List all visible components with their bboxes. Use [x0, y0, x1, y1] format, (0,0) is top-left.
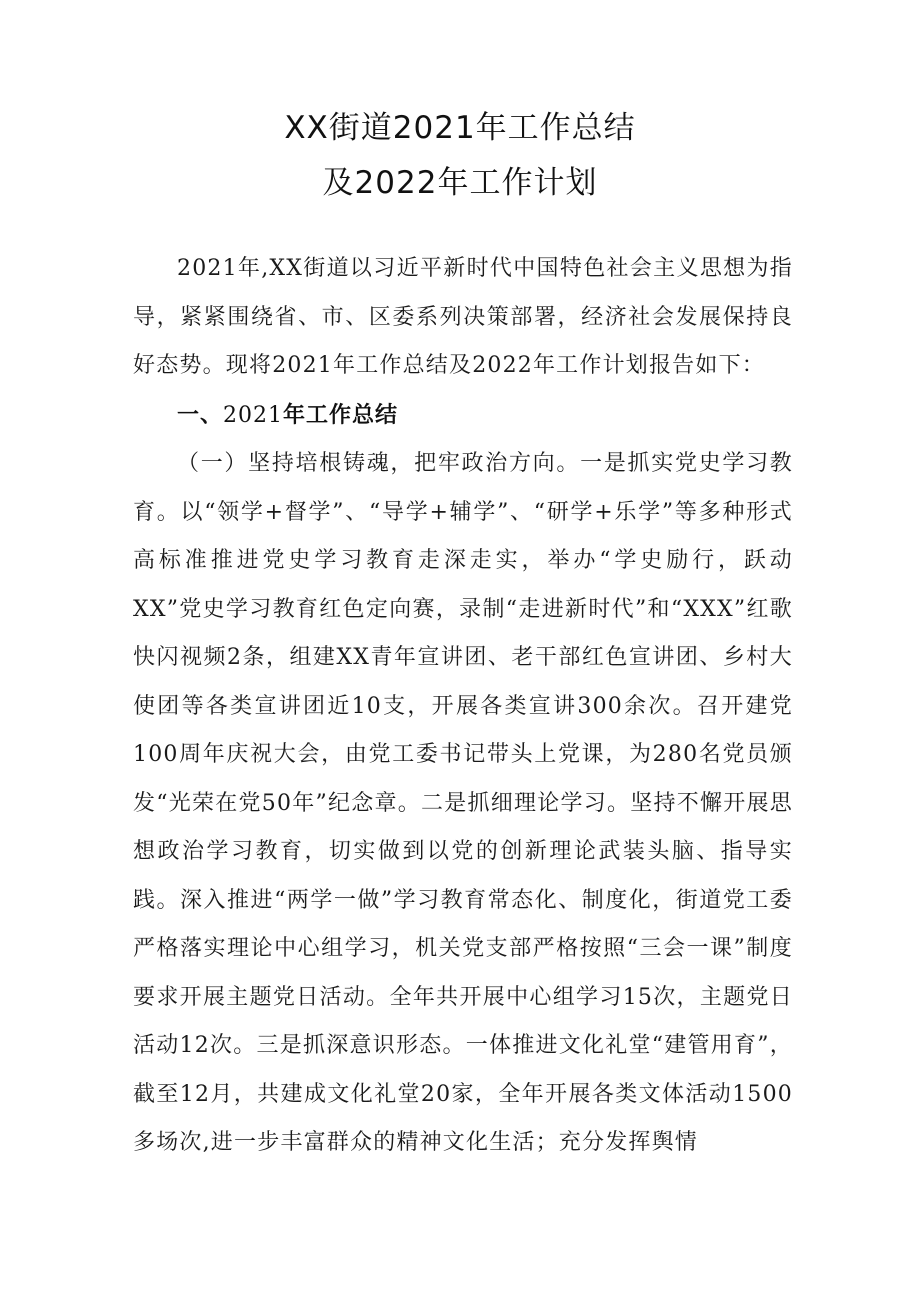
section-heading-suffix: 年工作总结: [283, 403, 399, 428]
intro-paragraph: 2021年,XX街道以习近平新时代中国特色社会主义思想为指导，紧紧围绕省、市、区委系列决策部署，经济社会发展保持良好态势。现将2021年工作总结及2022年工作计划报告如下：: [133, 256, 793, 378]
document-title-line1: XX街道2021年工作总结: [284, 110, 636, 146]
document-title-line2: 及2022年工作计划: [322, 165, 598, 201]
section-heading-year: 2021: [223, 403, 284, 428]
section-heading: [177, 392, 398, 440]
section-heading-prefix: 一、: [177, 403, 224, 428]
section-paragraph: （一）坚持培根铸魂，把牢政治方向。一是抓实党史学习教育。以“领学+督学”、“导学+辅学”、“研学+乐学”等多种形式高标准推进党史学习教育走深走实，举办“学史励行，跃动XX”党史学习教育红色定向赛，录制“走进新时代”和“XXX”红歌快闪视频2条，组建XX青年宣讲团、老干部红色宣讲团、乡村大使团等各类宣讲团近10支，开展各类宣讲300余次。召开建党100周年庆祝大会，由党工委书记带头上党课，为280名党员颁发“光荣在党50年”纪念章。二是抓细理论学习。坚持不懈开展思想政治学习教育，切实做到以党的创新理论武装头脑、指导实践。深入推进“两学一做”学习教育常态化、制度化，街道党工委严格落实理论中心组学习，机关党支部严格按照“三会一课”制度要求开展主题党日活动。全年共开展中心组学习15次，主题党日活动12次。三是抓深意识形态。一体推进文化礼堂“建管用育”，截至12月，共建成文化礼堂20家，全年开展各类文体活动1500多场次,进一步丰富群众的精神文化生活；充分发挥舆情: [133, 451, 793, 1155]
